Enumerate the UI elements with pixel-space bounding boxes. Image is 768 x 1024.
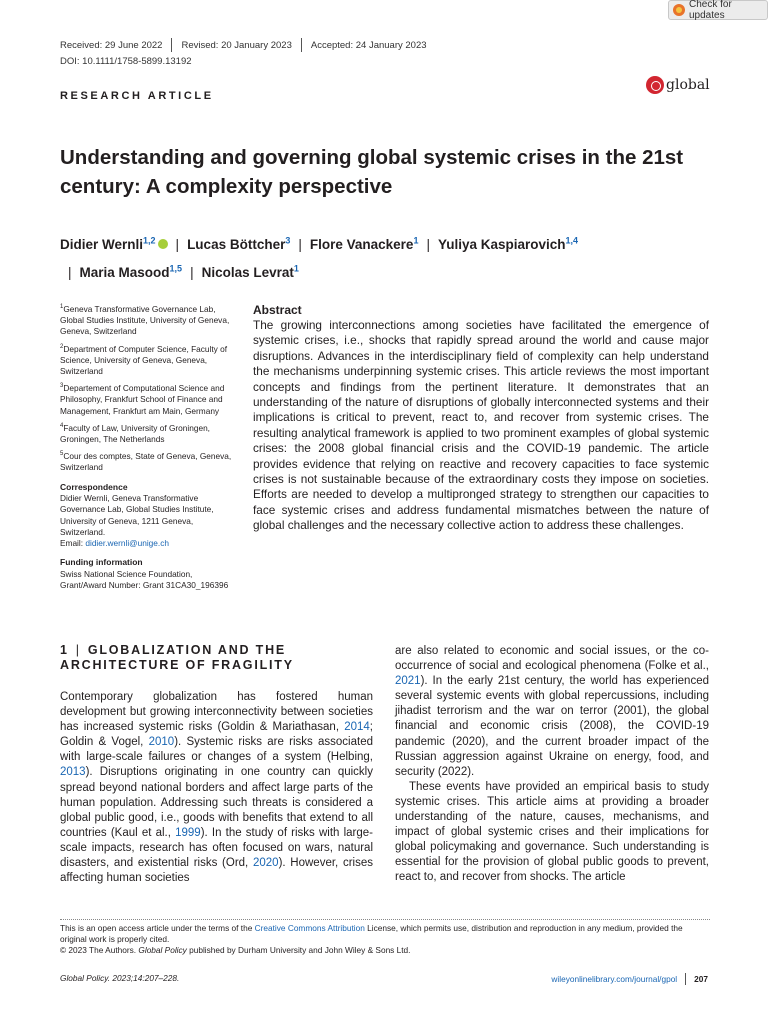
affiliation: $^2$Department of Computer Science, Faculty of Science, University of Geneva, Geneva, Switzerland bbox=[60, 343, 228, 377]
affiliation-marker[interactable]: 1,2 bbox=[143, 235, 156, 245]
author-name[interactable]: Maria Masood$^{1,5}$ bbox=[79, 263, 183, 280]
affiliation-list bbox=[60, 302, 238, 474]
author-separator: | bbox=[190, 265, 194, 280]
reference-link[interactable]: 1999 bbox=[175, 826, 201, 839]
affiliation: $^3$Departement of Computational Science and Philosophy, Frankfurt School of Finance and Management, Frankfurt am Main, Germany bbox=[60, 383, 225, 416]
correspondence-text: Didier Wernli, Geneva Transformative Governance Lab, Global Studies Institute, University of Geneva, 1211 Geneva, Switzerland. bbox=[60, 492, 214, 537]
paragraph: Contemporary globalization has fostered human development but growing interconnectivity between societies has increased systemic risks (Goldin & Mariathasan, 2014; Goldin & Vogel, 2010). Systemic risks are risks associated with large-scale failures or changes of a system (Helbing, 2013). Disruptions originating in one country can quickly spread beyond national borders and affect large parts of the human population. Addressing such threats is considered a global public good, i.e., goods with benefits that extend to all countries (Kaul et al., 1999). In the study of risks with large-scale impacts, research has often focused on wars, natural disasters, and existential risks (Ord, 2020). However, crises affecting human societies bbox=[60, 691, 373, 885]
copyright-text: © 2023 The Authors. bbox=[60, 945, 139, 955]
abstract-heading: Abstract bbox=[253, 303, 302, 317]
reference-link[interactable]: 2013 bbox=[60, 766, 86, 779]
affiliation-number: 3 bbox=[60, 383, 64, 390]
check-for-updates-button[interactable] bbox=[668, 0, 768, 20]
divider bbox=[685, 973, 686, 985]
funding-heading: Funding information bbox=[60, 557, 143, 568]
copyright-line bbox=[60, 945, 710, 956]
footer-right bbox=[551, 973, 708, 985]
correspondence-heading: Correspondence bbox=[60, 481, 128, 492]
affiliation-marker[interactable]: 1 bbox=[413, 235, 419, 245]
article-type: RESEARCH ARTICLE bbox=[60, 90, 214, 102]
footnote-divider bbox=[60, 919, 710, 920]
received-date: Received: 29 June 2022 bbox=[60, 39, 163, 51]
affiliation-number: 1 bbox=[60, 304, 64, 310]
author-separator: | bbox=[175, 236, 180, 252]
affiliation: $^5$Cour des comptes, State of Geneva, Geneva, Switzerland bbox=[60, 451, 232, 473]
orcid-icon[interactable] bbox=[158, 239, 168, 249]
journal-logo-text: global bbox=[666, 77, 710, 93]
affiliation-marker[interactable]: 1 bbox=[293, 263, 299, 274]
paragraph: are also related to economic and social issues, or the co-occurrence of social and ecological phenomena (Folke et al., 2021). In the early 21st century, the world has experienced several systemic events with global repercussions, including jihadist terrorism and the war on terror (2001), the global financial and economic crisis (2008), the COVID-19 pandemic (2020), and the current broader impact of the Russian aggression against Ukraine on energy, food, and security (2022). bbox=[395, 645, 709, 778]
cc-license-link[interactable]: Creative Commons Attribution bbox=[254, 923, 365, 933]
author-name[interactable]: Flore Vanackere$^1$ bbox=[309, 235, 419, 252]
correspondence-email-line bbox=[60, 538, 238, 549]
author-separator: | bbox=[68, 265, 72, 280]
affiliation-number: 4 bbox=[60, 422, 64, 429]
article-dates bbox=[60, 38, 427, 52]
copyright-text: published by Durham University and John Wiley & Sons Ltd. bbox=[186, 945, 411, 955]
author-separator: | bbox=[426, 236, 430, 252]
reference-link[interactable]: 2021 bbox=[395, 675, 421, 688]
author-name[interactable]: Yuliya Kaspiarovich$^{1,4}$ bbox=[437, 235, 579, 252]
divider bbox=[301, 38, 302, 52]
affiliation-number: 2 bbox=[60, 343, 64, 350]
license-footnote bbox=[60, 923, 710, 956]
affiliation-number: 5 bbox=[60, 451, 64, 458]
section-heading: 1 | GLOBALIZATION AND THE ARCHITECTURE OF FRAGILITY bbox=[60, 643, 294, 672]
affiliation-marker[interactable]: 1,4 bbox=[565, 235, 579, 245]
reference-link[interactable]: 2014 bbox=[344, 721, 370, 734]
section-title: GLOBALIZATION AND THE ARCHITECTURE OF FRAGILITY bbox=[60, 643, 294, 672]
license-text: This is an open access article under the terms of the bbox=[60, 923, 255, 933]
abstract bbox=[253, 302, 709, 534]
journal-logo bbox=[646, 76, 710, 94]
affiliation-marker[interactable]: 1,5 bbox=[169, 263, 183, 274]
author-name[interactable]: Nicolas Levrat$^1$ bbox=[201, 263, 299, 280]
affiliation: $^4$Faculty of Law, University of Groningen, Groningen, The Netherlands bbox=[60, 422, 210, 445]
paragraph: These events have provided an empirical basis to study systemic crises. This article aims at providing a broader understanding of the nature, causes, mechanisms, and impact of global systemic crises and their implications for global policymaking and governance. Such understanding is essential for the provision of global public goods to prevent, react to, and recover from shocks. The article bbox=[395, 780, 709, 884]
doi[interactable]: DOI: 10.1111/1758-5899.13192 bbox=[60, 56, 192, 67]
journal-name: Global Policy bbox=[138, 945, 187, 955]
author-list bbox=[60, 228, 720, 285]
email-link[interactable]: didier.wernli@unige.ch bbox=[85, 538, 169, 549]
author-name[interactable]: Lucas Böttcher$^3$ bbox=[187, 235, 291, 252]
affiliations-column bbox=[60, 302, 238, 591]
author-name[interactable]: Didier Wernli$^{1,2}$ bbox=[60, 235, 156, 252]
license-line bbox=[60, 923, 710, 945]
reference-link[interactable]: 2010 bbox=[148, 736, 175, 749]
author-separator: | bbox=[298, 236, 302, 252]
citation: Global Policy. 2023;14:207–228. bbox=[60, 973, 180, 983]
affiliation: $^1$Geneva Transformative Governance Lab, Global Studies Institute, University of Geneva, Geneva, Switzerland bbox=[60, 303, 230, 337]
reference-link[interactable]: 2020 bbox=[252, 857, 279, 870]
page-number: 207 bbox=[694, 974, 708, 984]
abstract-text: The growing interconnections among societies have facilitated the emergence of systemic crises, i.e., shocks that rapidly spread around the world and cause major disruptions. Advances in the interdisciplinary field of complexity can help understand the mechanisms underpinning systemic crises. This article reviews the most important concepts and findings from the pertinent literature. It demonstrates that an understanding of the nature of disruptions of globally interconnected systems and their implications is critical to prevent, react to, and recover from systemic crises. The resulting analytical framework is applied to two prominent examples of global systemic crises: the 2008 global financial crisis and the COVID-19 pandemic. The article provides evidence that relying on reactive and recovery capacities to face systemic crises is not sustainable because of the extraordinary costs they impose on societies. Efforts are needed to develop a multipronged strategy to strengthen our capacities to face systemic crises and address fundamental mismatches between the nature of global challenges and the necessary collective action to address these challenges. bbox=[253, 318, 709, 533]
email-label: Email: bbox=[60, 538, 86, 549]
crossmark-icon bbox=[673, 4, 685, 16]
funding-text: Swiss National Science Foundation, Grant/Award Number: Grant 31CA30_196396 bbox=[60, 568, 229, 591]
revised-date: Revised: 20 January 2023 bbox=[181, 39, 292, 51]
journal-url-link[interactable]: wileyonlinelibrary.com/journal/gpol bbox=[551, 974, 678, 984]
section-number: 1 bbox=[60, 643, 69, 657]
global-policy-logo-icon bbox=[646, 76, 664, 94]
accepted-date: Accepted: 24 January 2023 bbox=[310, 39, 427, 51]
body-right-column bbox=[395, 644, 709, 886]
affiliation-marker[interactable]: 3 bbox=[285, 235, 291, 245]
license-text: License, which permits use, distribution and reproduction in any medium, provided the original work is properly cited. bbox=[60, 923, 683, 944]
check-for-updates-label: Check for updates bbox=[689, 0, 732, 21]
article-title: Understanding and governing global systemic crises in the 21st century: A complexity perspective bbox=[60, 146, 684, 198]
divider bbox=[171, 38, 172, 52]
body-left-column bbox=[60, 690, 373, 886]
